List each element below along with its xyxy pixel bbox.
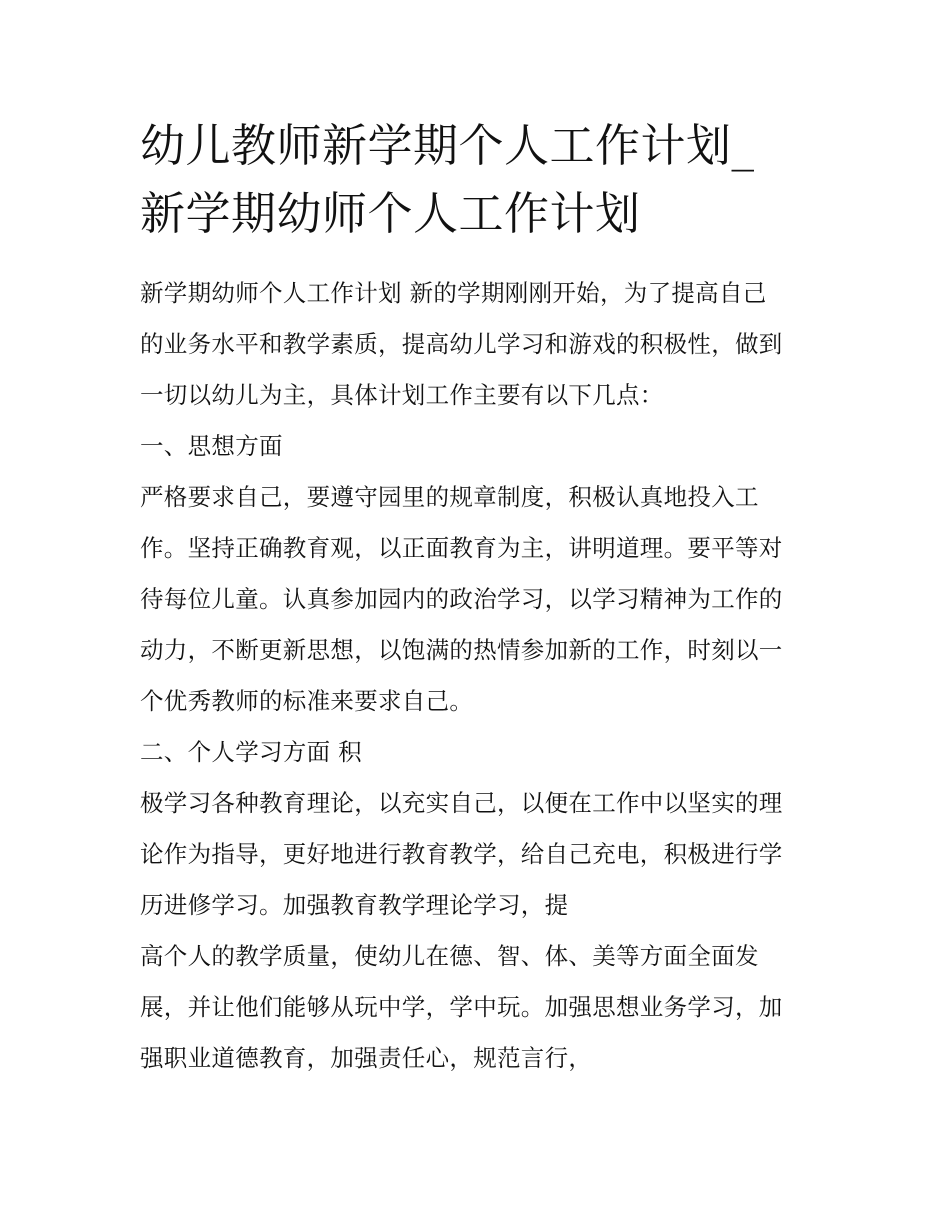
title-line: 幼儿教师新学期个人工作计划_ [140, 119, 755, 172]
paragraph-line: 严格要求自己，要遵守园里的规章制度，积极认真地投入工 [140, 483, 759, 511]
intro-line: 一切以幼儿为主，具体计划工作主要有以下几点： [140, 381, 664, 409]
paragraph-line: 动力，不断更新思想，以饱满的热情参加新的工作，时刻以一 [140, 636, 783, 664]
document-body [140, 268, 820, 1084]
paragraph-line: 待每位儿童。认真参加园内的政治学习，以学习精神为工作的 [140, 585, 783, 613]
document-title [140, 112, 820, 248]
section-heading-study: 二、个人学习方面 积 [140, 738, 362, 766]
paragraph-line: 强职业道德教育，加强责任心，规范言行， [140, 1044, 593, 1072]
section-heading-thought: 一、思想方面 [140, 432, 283, 460]
paragraph-line: 高个人的教学质量，使幼儿在德、智、体、美等方面全面发 [140, 942, 759, 970]
intro-line: 的业务水平和教学素质，提高幼儿学习和游戏的积极性，做到 [140, 330, 783, 358]
document-page [140, 112, 820, 1084]
title-line: 新学期幼师个人工作计划 [140, 187, 641, 240]
paragraph-line: 历进修学习。加强教育教学理论学习，提 [140, 891, 569, 919]
paragraph-line: 展，并让他们能够从玩中学，学中玩。加强思想业务学习，加 [140, 993, 783, 1021]
intro-line: 新学期幼师个人工作计划 新的学期刚刚开始，为了提高自己 [140, 279, 767, 307]
paragraph-line: 极学习各种教育理论，以充实自己，以便在工作中以坚实的理 [140, 789, 783, 817]
paragraph-line: 作。坚持正确教育观，以正面教育为主，讲明道理。要平等对 [140, 534, 783, 562]
paragraph-line: 个优秀教师的标准来要求自己。 [140, 687, 474, 715]
paragraph-line: 论作为指导，更好地进行教育教学，给自己充电，积极进行学 [140, 840, 783, 868]
